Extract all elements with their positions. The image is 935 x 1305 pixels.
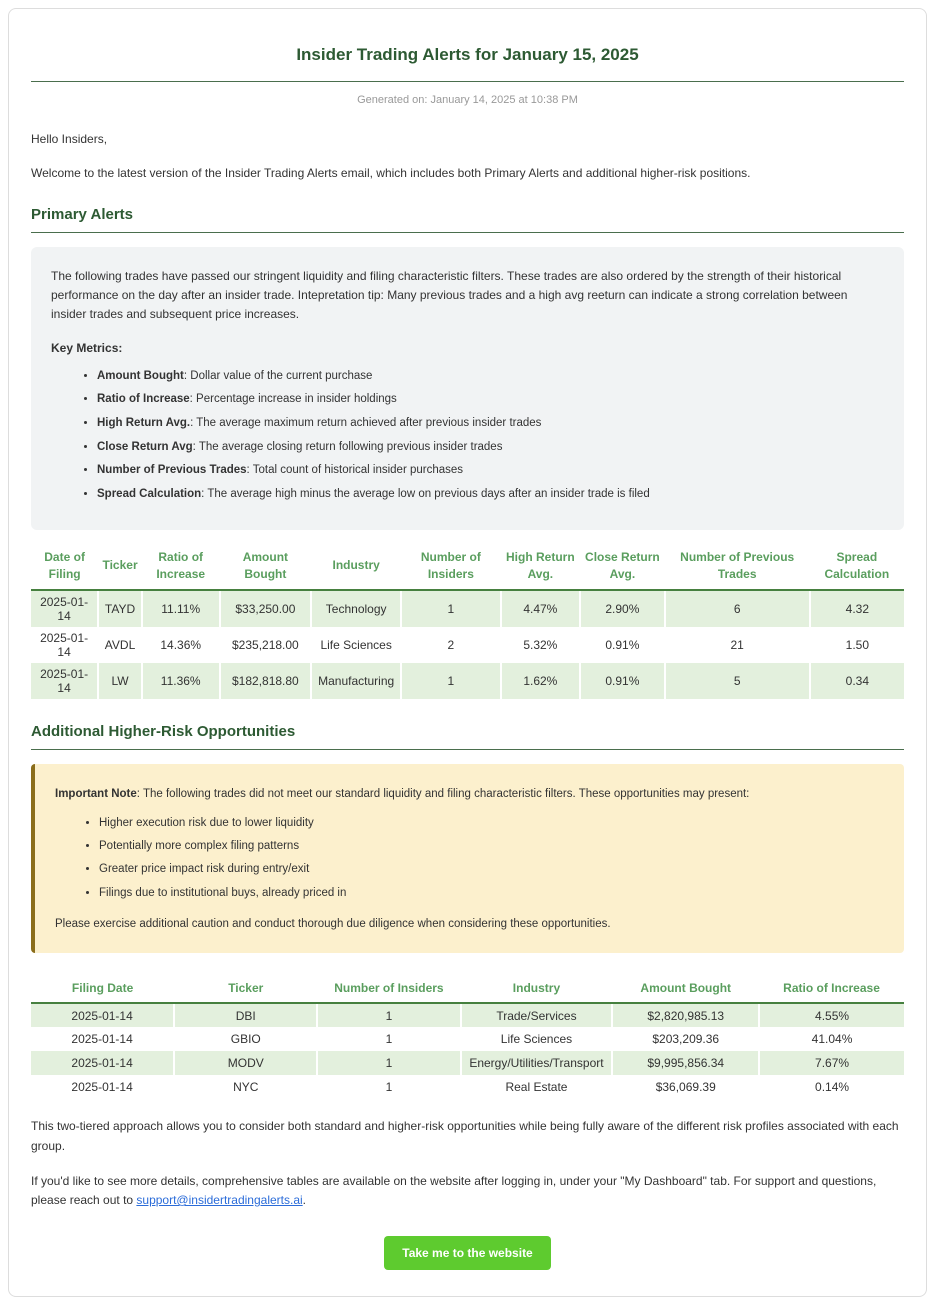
column-header: Number of Insiders	[401, 544, 501, 590]
metric-item	[97, 368, 884, 385]
table-cell: 2025-01-14	[71, 1080, 133, 1095]
table-cell: 2025-01-14	[71, 1032, 133, 1047]
metric-term: Amount Bought	[97, 369, 184, 382]
important-note-box	[31, 764, 904, 954]
table-cell: Real Estate	[461, 1075, 613, 1099]
caution-text: Please exercise additional caution and conduct thorough due diligence when considering these opportunities.	[55, 917, 611, 930]
metric-term: Close Return Avg	[97, 440, 193, 453]
column-header: Filing Date	[31, 975, 174, 1003]
metric-item	[97, 486, 884, 503]
column-header: Ratio of Increase	[759, 975, 904, 1003]
table-cell: AVDL	[98, 627, 142, 663]
risk-item: • Greater price impact risk during entry/exit	[99, 861, 884, 878]
risk-item: • Filings due to institutional buys, already priced in	[99, 885, 884, 902]
table-cell: 1	[317, 1003, 460, 1027]
column-header: Number of Insiders	[317, 975, 460, 1003]
column-header: Ratio of Increase	[142, 544, 220, 590]
table-cell: LW	[98, 663, 142, 699]
table-cell: 0.91%	[580, 627, 665, 663]
table-cell: TAYD	[98, 590, 142, 627]
column-header: Industry	[461, 975, 613, 1003]
table-cell: 0.91%	[580, 663, 665, 699]
metric-definition: : The average closing return following previous insider trades	[192, 440, 503, 453]
table-row	[31, 590, 904, 627]
metric-term: Spread Calculation	[97, 488, 202, 501]
risk-list	[55, 815, 884, 902]
table-cell: 2	[401, 627, 501, 663]
greeting-text: Hello Insiders,	[31, 132, 108, 146]
table-cell: 5	[665, 663, 810, 699]
table-cell: 2025-01-14	[40, 630, 89, 659]
table-cell: 1	[401, 663, 501, 699]
primary-alerts-heading: Primary Alerts	[31, 206, 133, 223]
support-email-link[interactable]: support@insidertradingalerts.ai	[136, 1193, 303, 1208]
table-cell: 2.90%	[580, 590, 665, 627]
table-cell: 11.36%	[142, 663, 220, 699]
column-header: Amount Bought	[220, 544, 312, 590]
column-header: Amount Bought	[612, 975, 759, 1003]
table-cell: Trade/Services	[461, 1003, 613, 1027]
table-cell: 7.67%	[759, 1051, 904, 1075]
table-row	[31, 663, 904, 699]
button-container	[31, 1236, 904, 1270]
table-cell: Manufacturing	[311, 663, 401, 699]
table-cell: Technology	[311, 590, 401, 627]
primary-description-box	[31, 247, 904, 530]
metric-item	[97, 391, 884, 408]
table-cell: 21	[665, 627, 810, 663]
risk-item: • Higher execution risk due to lower liquidity	[99, 815, 884, 832]
table-header-row	[31, 544, 904, 590]
table-cell: 14.36%	[142, 627, 220, 663]
primary-alerts-table	[31, 544, 904, 699]
column-header: Ticker	[98, 544, 142, 590]
table-cell: 6	[665, 590, 810, 627]
summary-text: This two-tiered approach allows you to consider both standard and higher-risk opportunities while being fully aware of the different risk profiles associated with each group.	[31, 1119, 899, 1153]
table-cell: $33,250.00	[220, 590, 312, 627]
table-cell: 2025-01-14	[71, 1008, 133, 1023]
table-cell: $203,209.36	[612, 1027, 759, 1051]
details-text: If you'd like to see more details, comprehensive tables are available on the website after logging in, under your "My Dashboard" tab. For support and questions, please reach out to support@insidertradingalerts.ai.	[31, 1173, 877, 1208]
metric-term: High Return Avg.	[97, 417, 191, 430]
table-row	[31, 1027, 904, 1051]
table-cell: 1.50	[810, 627, 904, 663]
table-cell: 4.47%	[501, 590, 580, 627]
welcome-text: Welcome to the latest version of the Insider Trading Alerts email, which includes both Primary Alerts and additional higher-risk positions.	[31, 166, 751, 180]
metric-definition: : Percentage increase in insider holdings	[189, 393, 397, 406]
table-row	[31, 1051, 904, 1075]
primary-description: The following trades have passed our stringent liquidity and filing characteristic filters. These trades are also ordered by the strength of their historical performance on the day after an insider trade. Intepretation tip: Many previous trades and a high avg reeturn can indicate a strong correlation between insider trades and subsequent price increases.	[51, 269, 848, 322]
table-cell: 4.32	[810, 590, 904, 627]
table-cell: NYC	[174, 1075, 317, 1099]
table-cell: 11.11%	[142, 590, 220, 627]
column-header: Date of Filing	[31, 544, 98, 590]
title-divider	[31, 81, 904, 82]
primary-section-divider	[31, 232, 904, 233]
table-cell: 0.14%	[759, 1075, 904, 1099]
metric-definition: : Dollar value of the current purchase	[183, 369, 373, 382]
table-cell: DBI	[174, 1003, 317, 1027]
page-title: Insider Trading Alerts for January 15, 2025	[296, 45, 639, 64]
table-cell: $2,820,985.13	[612, 1003, 759, 1027]
table-cell: $182,818.80	[220, 663, 312, 699]
table-cell: $235,218.00	[220, 627, 312, 663]
table-cell: 5.32%	[501, 627, 580, 663]
metric-item	[97, 439, 884, 456]
table-cell: 1	[317, 1075, 460, 1099]
table-cell: 1	[317, 1051, 460, 1075]
table-cell: 2025-01-14	[40, 666, 89, 695]
email-container	[8, 8, 927, 1297]
metric-term: Ratio of Increase	[97, 393, 190, 406]
table-cell: 1	[401, 590, 501, 627]
website-button[interactable]: Take me to the website	[384, 1236, 550, 1270]
important-note-label: Important Note	[55, 787, 137, 800]
metric-item	[97, 462, 884, 479]
table-cell: 2025-01-14	[71, 1056, 133, 1071]
risk-item: • Potentially more complex filing patterns	[99, 838, 884, 855]
table-cell: 1	[317, 1027, 460, 1051]
generated-timestamp: Generated on: January 14, 2025 at 10:38 PM	[357, 94, 578, 106]
key-metrics-list	[51, 368, 884, 503]
table-cell: 4.55%	[759, 1003, 904, 1027]
table-cell: 0.34	[810, 663, 904, 699]
column-header: Number of Previous Trades	[665, 544, 810, 590]
table-cell: GBIO	[174, 1027, 317, 1051]
metric-definition: : The average high minus the average low on previous days after an insider trade is filed	[201, 488, 650, 501]
column-header: High Return Avg.	[501, 544, 580, 590]
higher-risk-section-divider	[31, 749, 904, 750]
metric-definition: : Total count of historical insider purchases	[246, 464, 464, 477]
table-row	[31, 1075, 904, 1099]
metric-item	[97, 415, 884, 432]
table-cell: 41.04%	[759, 1027, 904, 1051]
higher-risk-table	[31, 975, 904, 1099]
metric-term: Number of Previous Trades	[97, 464, 247, 477]
column-header: Industry	[311, 544, 401, 590]
table-cell: MODV	[174, 1051, 317, 1075]
column-header: Close Return Avg.	[580, 544, 665, 590]
important-note-text: Important Note: The following trades did not meet our standard liquidity and filing characteristic filters. These opportunities may present:	[55, 787, 750, 800]
table-cell: Life Sciences	[311, 627, 401, 663]
table-cell: $9,995,856.34	[612, 1051, 759, 1075]
column-header: Spread Calculation	[810, 544, 904, 590]
metric-definition: : The average maximum return achieved after previous insider trades	[190, 417, 542, 430]
table-cell: Energy/Utilities/Transport	[461, 1051, 613, 1075]
table-row	[31, 627, 904, 663]
higher-risk-heading: Additional Higher-Risk Opportunities	[31, 722, 296, 740]
table-cell: 1.62%	[501, 663, 580, 699]
table-header-row	[31, 975, 904, 1003]
key-metrics-label: Key Metrics:	[51, 340, 123, 355]
table-cell: $36,069.39	[612, 1075, 759, 1099]
table-cell: Life Sciences	[461, 1027, 613, 1051]
column-header: Ticker	[174, 975, 317, 1003]
table-cell: 2025-01-14	[40, 594, 89, 623]
